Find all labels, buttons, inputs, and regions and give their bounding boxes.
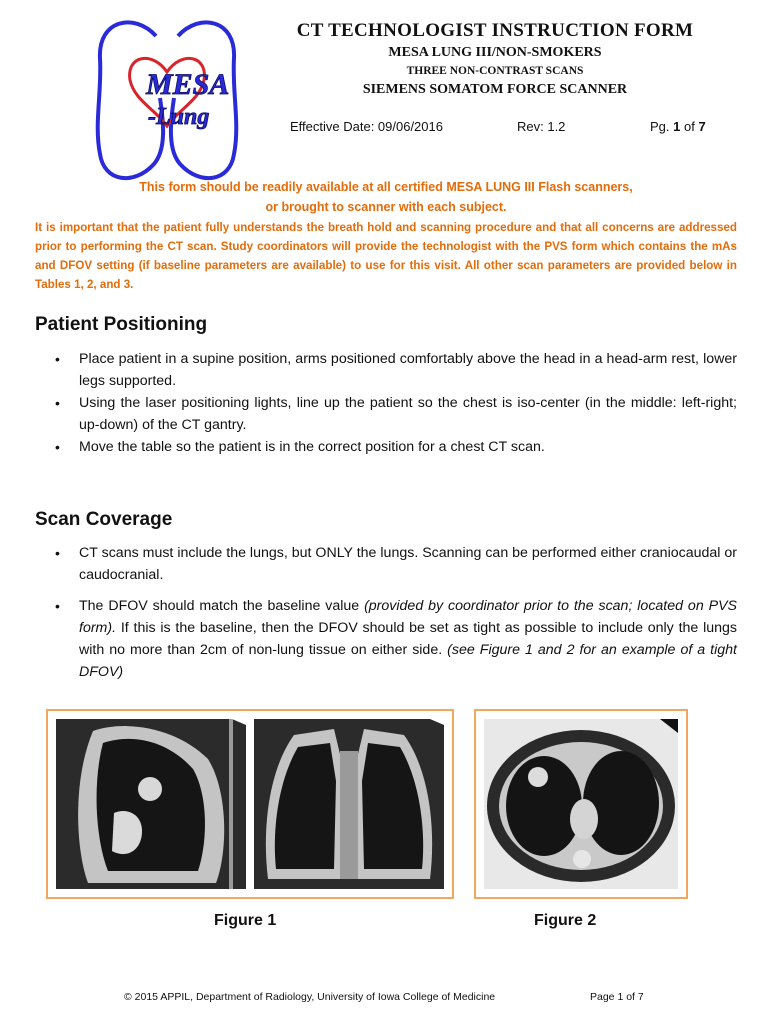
coverage-italic: (see Figure 1 and 2 for an example of a tight DFOV) xyxy=(79,642,737,680)
availability-notice xyxy=(35,177,737,217)
coverage-list xyxy=(35,542,737,683)
list-item: • Place patient in a supine position, arms positioned comfortably above the head in a head-arm rest, lower legs supported. xyxy=(35,348,737,392)
list-item: • Move the table so the patient is in the correct position for a chest CT scan. xyxy=(35,436,737,458)
list-item xyxy=(35,595,737,683)
positioning-list xyxy=(35,348,737,458)
list-item: • CT scans must include the lungs, but ONLY the lungs. Scanning can be performed either craniocaudal or caudocranial. xyxy=(35,542,737,586)
logo-text-lung: -Lung xyxy=(148,104,210,130)
coverage-text: The DFOV should match the baseline value xyxy=(79,598,365,614)
scanner-label: SIEMENS SOMATOM FORCE SCANNER xyxy=(362,82,628,97)
page-total: 7 xyxy=(698,119,706,134)
section-heading-patient-positioning: Patient Positioning xyxy=(35,314,208,335)
scan-count-label: THREE NON-CONTRAST SCANS xyxy=(406,65,584,77)
instructions-notice: It is important that the patient fully understands the breath hold and scanning procedure and that all concerns are addressed prior to performing the CT scan. Study coordinators will provide the technologist with the PVS form which contains the mAs and DFOV setting (if baseline parameters are available) to use for this visit. All other scan parameters are provided below in Tables 1, 2, and 3. xyxy=(35,221,737,291)
figure-2-image xyxy=(474,709,688,899)
section-heading-scan-coverage: Scan Coverage xyxy=(35,509,173,530)
effective-date: Effective Date: 09/06/2016 xyxy=(290,119,443,134)
logo-text-mesa: MESA xyxy=(146,68,230,101)
page-prefix: Pg. xyxy=(650,119,674,134)
notice-line-1: This form should be readily available at all certified MESA LUNG III Flash scanners, xyxy=(139,180,633,194)
form-title: CT TECHNOLOGIST INSTRUCTION FORM xyxy=(296,20,694,41)
page-indicator xyxy=(650,119,706,134)
figure-2-caption: Figure 2 xyxy=(534,912,597,929)
list-item: • Using the laser positioning lights, line up the patient so the chest is iso-center (in the middle: left-right; up-down) of the CT gantry. xyxy=(35,392,737,436)
page-number: 1 xyxy=(673,119,681,134)
page-of: of xyxy=(680,119,699,134)
footer-page-number: Page 1 of 7 xyxy=(590,991,644,1003)
notice-line-2: or brought to scanner with each subject. xyxy=(265,200,507,214)
figure-1-image xyxy=(46,709,454,899)
form-subtitle: MESA LUNG III/NON-SMOKERS xyxy=(388,45,602,60)
coverage-italic: (provided by coordinator prior to the scan; located on PVS form). xyxy=(79,598,737,636)
mesa-lung-logo xyxy=(90,14,250,194)
revision: Rev: 1.2 xyxy=(517,119,566,134)
coverage-text: If this is the baseline, then the DFOV should be set as tight as possible to include only the lungs with no more than 2cm of non-lung tissue on either side. xyxy=(79,620,737,658)
footer-copyright: © 2015 APPIL, Department of Radiology, University of Iowa College of Medicine xyxy=(124,991,496,1003)
figure-1-caption: Figure 1 xyxy=(214,912,277,929)
